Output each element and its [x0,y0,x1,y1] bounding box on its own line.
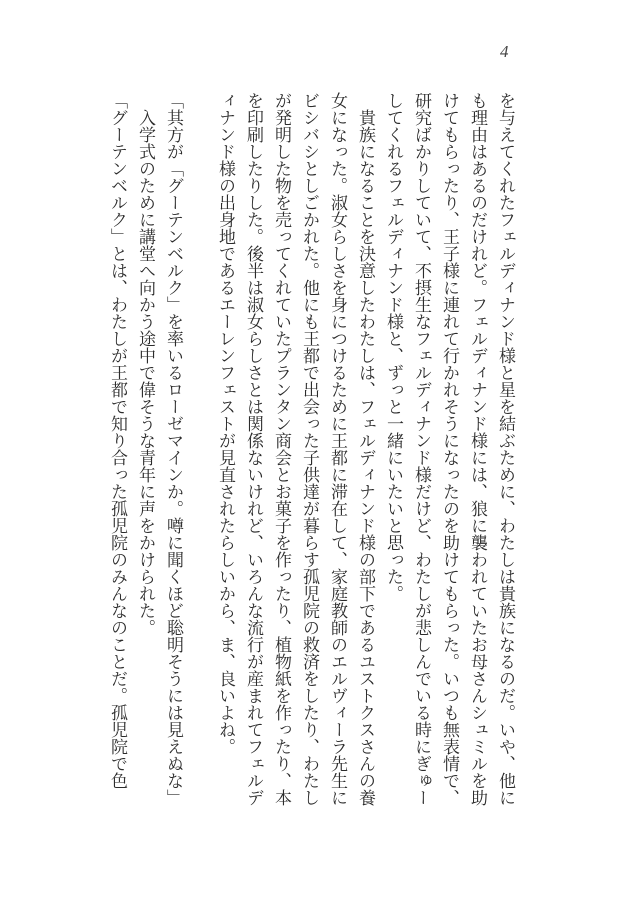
text-line: してくれるフェルディナンド様と、ずっと一緒にいたいと思った。 [383,92,403,602]
text-line: ビシバシとしごかれた。他にも王都で出会った子供達が暮らす孤児院の救済をしたり、わたし [299,92,319,806]
text-line: 入学式のために講堂へ向かう途中で偉そうな青年に声をかけられた。 [135,109,155,636]
vertical-text-body [0,92,519,852]
text-line: けてもらったり、王子様に連れて行かれそうになったのを助けてもらった。いつも無表情で、 [439,92,459,806]
text-line: も理由はあるのだけれど。フェルディナンド様には、狼に襲われていたお母さんシュミルを助 [467,92,487,806]
dialogue-line: 「其方が「グーテンベルク」を率いるローゼマインか。噂に聞くほど聡明そうには見えぬな」 [163,92,183,806]
text-line: が発明した物を売ってくれていたプランタン商会とお菓子を作ったり、植物紙を作ったり、本 [271,92,291,806]
dialogue-line: 「グーテンベルク」とは、わたしが王都で知り合った孤児院のみんなのことだ。孤児院で色 [107,92,127,789]
text-line: を与えてくれたフェルディナンド様と星を結ぶために、わたしは貴族になるのだ。いや、他に [495,92,515,806]
text-line: を印刷したりした。後半は淑女らしさとは関係ないけれど、いろんな流行が産まれてフェルデ [243,92,263,806]
text-line: 研究ばかりしていて、不摂生なフェルディナンド様だけど、わたしが悲しんでいる時にぎゅー [411,92,431,806]
text-line: 女になった。淑女らしさを身につけるために王都に滞在して、家庭教師のエルヴィーラ先生に [327,92,347,806]
text-line: ィナンド様の出身地であるエーレンフェストが見直されたらしいから、ま、良いよね。 [215,92,235,755]
page-number: 4 [500,42,509,61]
text-line: 貴族になることを決意したわたしは、フェルディナンド様の部下であるユストクスさんの養 [355,109,375,806]
